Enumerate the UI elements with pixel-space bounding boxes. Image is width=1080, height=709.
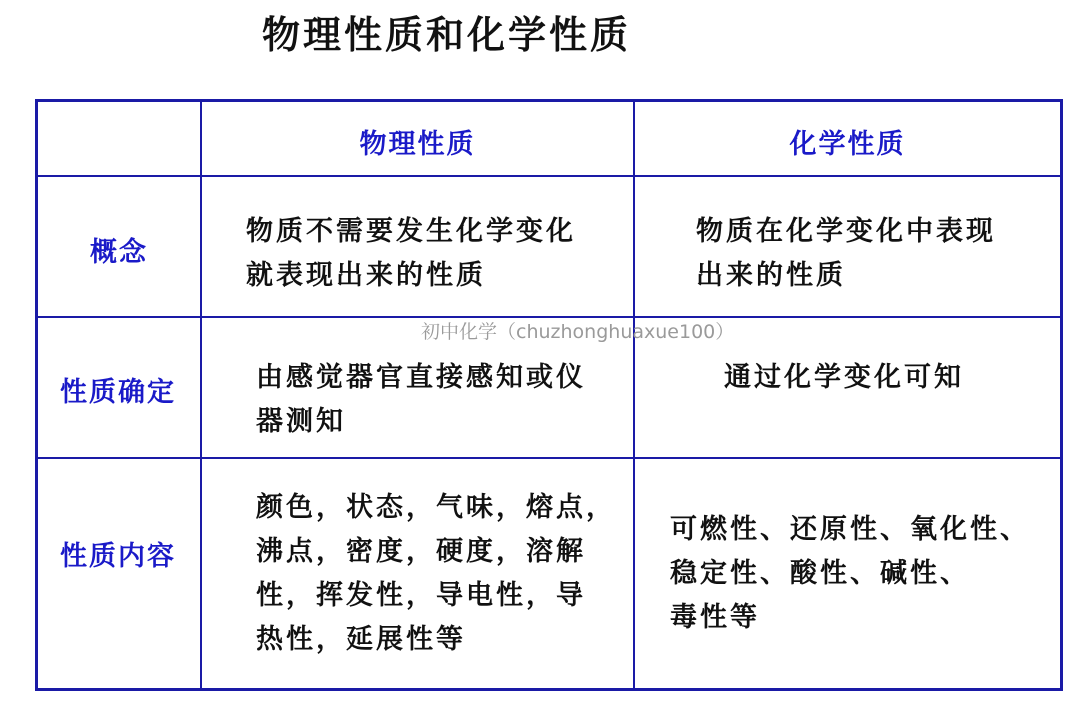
row-label-content: 性质内容 (60, 541, 176, 572)
cell-content-chemical: 可燃性、还原性、氧化性、 稳定性、酸性、碱性、 毒性等 (670, 514, 1030, 633)
page-title: 物理性质和化学性质 (262, 13, 632, 57)
row-divider (38, 457, 1060, 459)
cell-determination-physical: 由感觉器官直接感知或仪 器测知 (256, 362, 586, 437)
cell-content-physical: 颜色，状态，气味，熔点， 沸点，密度，硬度，溶解 性，挥发性，导电性，导 热性，延展性等 (256, 492, 616, 655)
cell-determination-chemical: 通过化学变化可知 (724, 362, 964, 393)
row-label-determination: 性质确定 (60, 377, 176, 408)
row-divider (38, 175, 1060, 177)
row-label-concept: 概念 (90, 237, 148, 268)
header-chemical: 化学性质 (789, 129, 906, 160)
header-physical: 物理性质 (359, 129, 476, 160)
column-divider (633, 102, 635, 688)
cell-concept-physical: 物质不需要发生化学变化 就表现出来的性质 (246, 216, 576, 291)
comparison-table (35, 99, 1063, 691)
cell-concept-chemical: 物质在化学变化中表现 出来的性质 (696, 216, 996, 291)
column-divider (200, 102, 202, 688)
watermark: 初中化学（chuzhonghuaxue100） (421, 321, 735, 343)
